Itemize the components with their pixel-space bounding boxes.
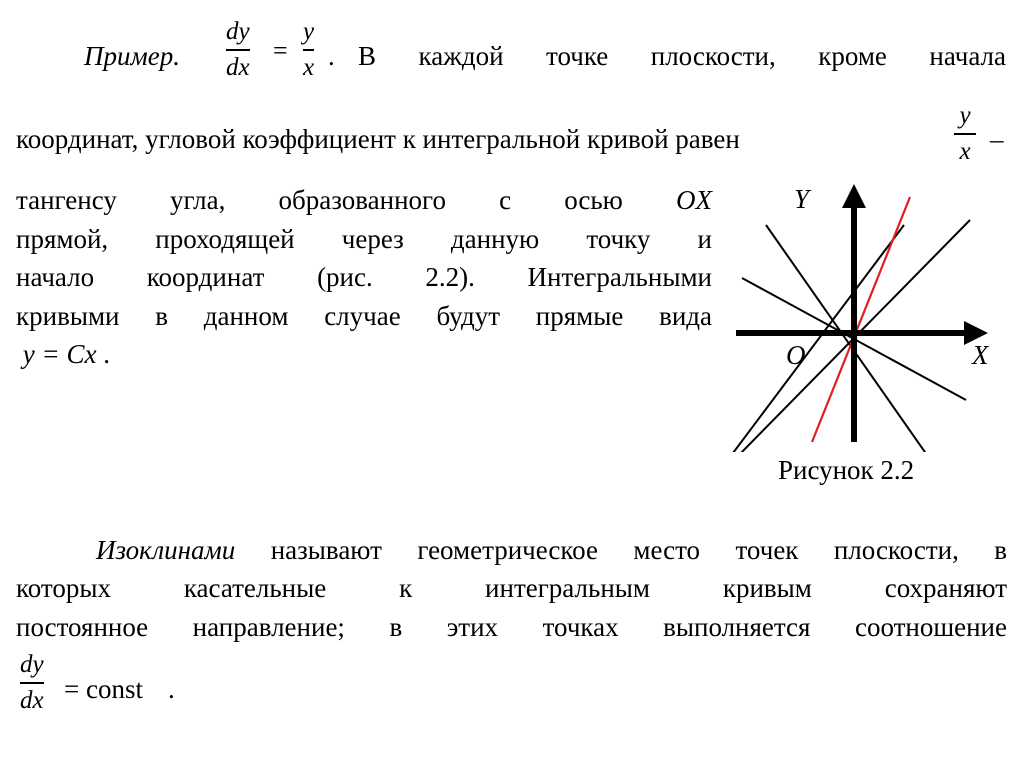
- figure-caption: Рисунок 2.2: [778, 455, 915, 485]
- line-2: [730, 225, 904, 452]
- fraction-bar: [303, 49, 314, 51]
- paragraph-line: [16, 181, 712, 220]
- equals-sign: =: [273, 36, 288, 65]
- fraction-numerator: dy: [20, 651, 44, 678]
- fraction-denominator: x: [303, 53, 315, 81]
- paragraph-tangent: [16, 181, 712, 374]
- slope-sentence: координат, угловой коэффициент к интегральной кривой равен: [16, 124, 740, 154]
- paragraph-text: тангенсу угла, образованного с осью: [16, 185, 623, 215]
- fraction-numerator: dy: [226, 18, 250, 45]
- isoclines-line-1: [96, 532, 1007, 568]
- equation-const-period: .: [168, 674, 175, 704]
- fraction-slope: [954, 102, 976, 166]
- fraction-dy-dx-const: [20, 651, 44, 715]
- axis-name: OX: [676, 185, 712, 215]
- axis-label-x: X: [972, 340, 989, 370]
- paragraph-line: начало координат (рис. 2.2). Интегральными: [16, 262, 712, 292]
- fraction-denominator: dx: [20, 686, 44, 714]
- fraction-denominator: dx: [226, 53, 250, 81]
- isoclines-line-3: постоянное направление; в этих точках выполняется соотношение: [16, 612, 1007, 642]
- fraction-denominator: x: [959, 137, 971, 165]
- example-sentence: В каждой точке плоскости, кроме начала: [358, 41, 1006, 71]
- fraction-y-x: [303, 18, 314, 82]
- fraction-bar: [954, 133, 976, 135]
- isoclines-text: называют геометрическое место точек плоскости, в: [270, 535, 1008, 565]
- example-label: Пример.: [84, 41, 180, 71]
- y-axis-arrow-icon: [842, 184, 866, 208]
- dash: –: [990, 124, 1004, 154]
- term-isoclines: Изоклинами: [96, 535, 236, 565]
- figure-isoclines: [730, 180, 1010, 452]
- fraction-bar: [226, 49, 250, 51]
- highlighted-line: [812, 197, 910, 442]
- line-1: [766, 225, 934, 452]
- fraction-numerator: y: [959, 102, 971, 129]
- paragraph-line: [16, 335, 712, 374]
- axis-label-origin: O: [786, 340, 806, 370]
- fraction-numerator: y: [303, 18, 315, 45]
- formula-period: .: [103, 339, 110, 369]
- paragraph-line: прямой, проходящей через данную точку и: [16, 223, 712, 254]
- axis-label-y: Y: [794, 184, 810, 214]
- fraction-bar: [20, 682, 44, 684]
- paragraph-line: кривыми в данном случае будут прямые вида: [16, 300, 712, 331]
- equation-const: = const: [64, 674, 143, 704]
- fraction-dy-dx: [226, 18, 250, 82]
- isoclines-line-2: которых касательные к интегральным кривым сохраняют: [16, 573, 1007, 603]
- equation-period: .: [328, 41, 335, 71]
- formula: y = Cx: [22, 339, 97, 369]
